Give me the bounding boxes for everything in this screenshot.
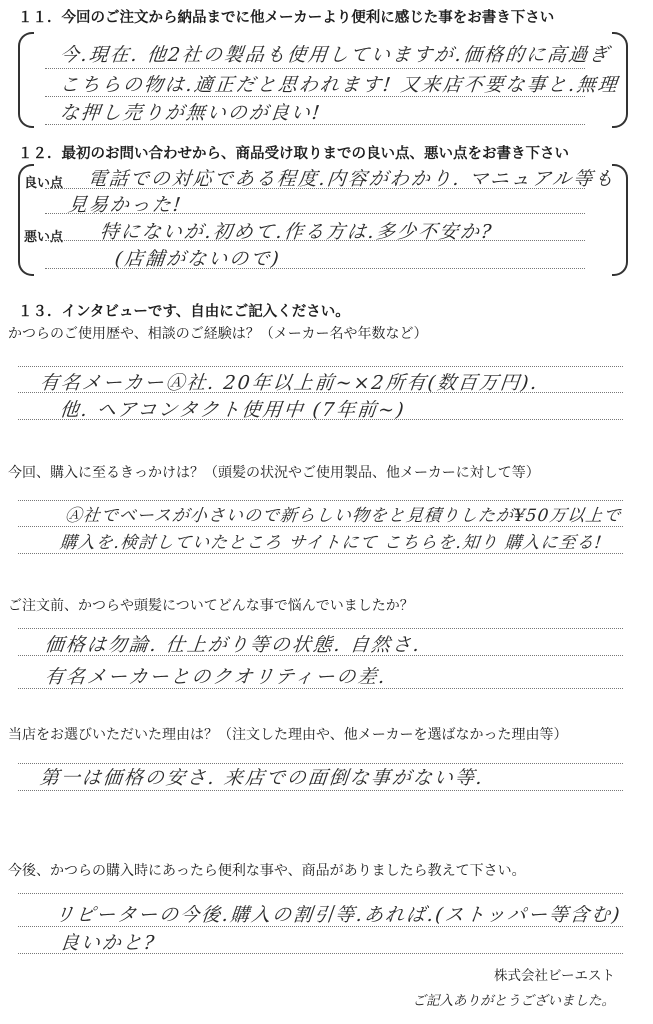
dotted-line xyxy=(18,553,623,554)
good-points-answer: 電話での対応である程度.内容がわかり. マニュアル等も xyxy=(86,168,617,190)
thank-you-note: ご記入ありがとうございました。 xyxy=(412,993,615,1009)
dotted-line xyxy=(45,213,585,214)
interview-question: 当店をお選びいただいた理由は？（注文した理由や、他メーカーを選ばなかった理由等） xyxy=(8,727,568,743)
interview-answer: 有名メーカーⒶ社. 20年以上前~×2所有(数百万円). xyxy=(38,372,540,394)
bad-points-answer: 特にないが.初めて.作る方は.多少不安か? xyxy=(98,221,495,243)
interview-question: 今回、購入に至るきっかけは？（頭髪の状況やご使用製品、他メーカーに対して等） xyxy=(8,465,540,481)
dotted-line xyxy=(45,240,585,241)
dotted-line xyxy=(45,68,585,69)
bad-points-label: 悪い点 xyxy=(24,230,64,245)
dotted-line xyxy=(18,628,623,629)
interview-answer: 他. ヘアコンタクト使用中 (7年前~) xyxy=(58,399,407,421)
bad-points-answer: (店舗がないので) xyxy=(113,248,282,270)
dotted-line xyxy=(18,526,623,527)
interview-answer: Ⓐ社でベースが小さいので新らしい物をと見積りしたが¥50万以上で xyxy=(63,506,623,526)
interview-answer: 購入を.検討していたところ サイトにて こちらを.知り 購入に至る! xyxy=(58,533,604,553)
q13-title: １３．インタビューです、自由にご記入ください。 xyxy=(18,304,350,320)
good-points-answer: 見易かった! xyxy=(66,194,184,216)
company-name: 株式会社ビーエスト xyxy=(494,968,615,984)
dotted-line xyxy=(18,366,623,367)
q11-answer-line: な押し売りが無いのが良い! xyxy=(58,102,323,124)
q11-title: １１．今回のご注文から納品までに他メーカーより便利に感じた事をお書き下さい xyxy=(18,10,555,26)
q11-answer-line: 今.現在. 他2社の製品も使用していますが.価格的に高過ぎ xyxy=(58,44,612,66)
dotted-line xyxy=(18,893,623,894)
dotted-line xyxy=(18,790,623,791)
good-points-label: 良い点 xyxy=(24,176,64,191)
interview-answer: 第一は価格の安さ. 来店での面倒な事がない等. xyxy=(38,767,486,789)
interview-answer: 価格は勿論. 仕上がり等の状態. 自然さ. xyxy=(43,634,423,656)
q12-title: １２．最初のお問い合わせから、商品受け取りまでの良い点、悪い点をお書き下さい xyxy=(18,146,569,162)
dotted-line xyxy=(45,188,585,189)
interview-question: かつらのご使用歴や、相談のご経験は？（メーカー名や年数など） xyxy=(8,326,428,342)
dotted-line xyxy=(45,96,585,97)
interview-answer: 有名メーカーとのクオリティーの差. xyxy=(43,666,388,688)
bracket-left xyxy=(18,32,34,128)
dotted-line xyxy=(45,124,585,125)
interview-answer: 良いかと? xyxy=(58,932,158,954)
interview-answer: リピーターの今後.購入の割引等.あれば.(ストッパー等含む) xyxy=(53,904,623,926)
interview-question: 今後、かつらの購入時にあったら便利な事や、商品がありましたら教えて下さい。 xyxy=(8,863,526,879)
q11-answer-line: こちらの物は.適正だと思われます! 又来店不要な事と.無理 xyxy=(58,74,620,96)
dotted-line xyxy=(45,268,585,269)
interview-question: ご注文前、かつらや頭髪についてどんな事で悩んでいましたか？ xyxy=(8,598,414,614)
